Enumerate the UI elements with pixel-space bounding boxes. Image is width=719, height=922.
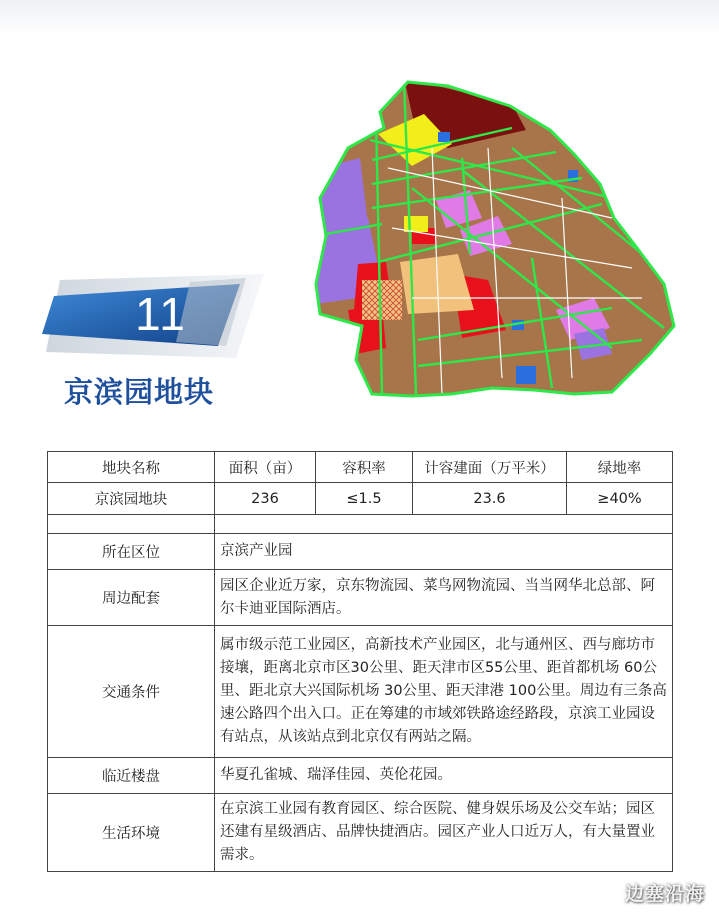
value-cell: 23.6 <box>413 483 567 515</box>
hatched-plot <box>362 280 402 320</box>
row-content: 属市级示范工业园区，高新技术产业园区，北与通州区、西与廊坊市接壤，距离北京市区30公里、距天津市区55公里、距首都机场 60公里、距北京大兴国际机场 30公里、距天津港 100公里。周边有三条高速公路四个出入口。正在筹建的市域郊铁路途经路段，京滨工业园设有站点，从该站点到北京仅有两站之隔。 <box>215 626 673 758</box>
info-table <box>47 451 673 872</box>
header-cell: 容积率 <box>316 452 413 483</box>
row-label: 交通条件 <box>48 626 215 758</box>
yellow-small <box>404 216 428 232</box>
table-row <box>48 534 673 570</box>
row-label: 所在区位 <box>48 534 215 570</box>
row-content: 在京滨工业园有教育园区、综合医院、健身娱乐场及公交车站；园区还建有星级酒店、品牌快捷酒店。园区产业人口近万人，有大量置业需求。 <box>215 794 673 872</box>
header-cell: 地块名称 <box>48 452 215 483</box>
value-cell: 236 <box>215 483 316 515</box>
table-row <box>48 794 673 872</box>
blue-marker-a <box>438 132 450 142</box>
row-label: 临近楼盘 <box>48 758 215 794</box>
row-content: 华夏孔雀城、瑞泽佳园、英伦花园。 <box>215 758 673 794</box>
value-cell: ≤1.5 <box>316 483 413 515</box>
row-label: 生活环境 <box>48 794 215 872</box>
header-cell: 绿地率 <box>567 452 673 483</box>
value-cell: 京滨园地块 <box>48 483 215 515</box>
row-label: 周边配套 <box>48 570 215 626</box>
table-blank-row <box>48 515 673 534</box>
blank-cell <box>48 515 215 534</box>
value-cell: ≥40% <box>567 483 673 515</box>
top-gradient <box>0 0 719 36</box>
row-content: 京滨产业园 <box>215 534 673 570</box>
plot-title: 京滨园地块 <box>64 375 215 409</box>
blank-cell <box>215 515 673 534</box>
table-row <box>48 758 673 794</box>
blue-marker-c <box>516 366 536 384</box>
land-use-map <box>312 48 676 398</box>
watermark: 边塞沿海 <box>624 883 705 905</box>
table-row <box>48 626 673 758</box>
row-content: 园区企业近万家，京东物流园、菜鸟网物流园、当当网华北总部、阿尔卡迪亚国际酒店。 <box>215 570 673 626</box>
table-header-row <box>48 452 673 483</box>
badge-number: 11 <box>135 288 187 340</box>
table-value-row <box>48 483 673 515</box>
purple-plot-north <box>320 158 368 230</box>
header-cell: 面积（亩） <box>215 452 316 483</box>
header-cell: 计容建面（万平米） <box>413 452 567 483</box>
table-row <box>48 570 673 626</box>
